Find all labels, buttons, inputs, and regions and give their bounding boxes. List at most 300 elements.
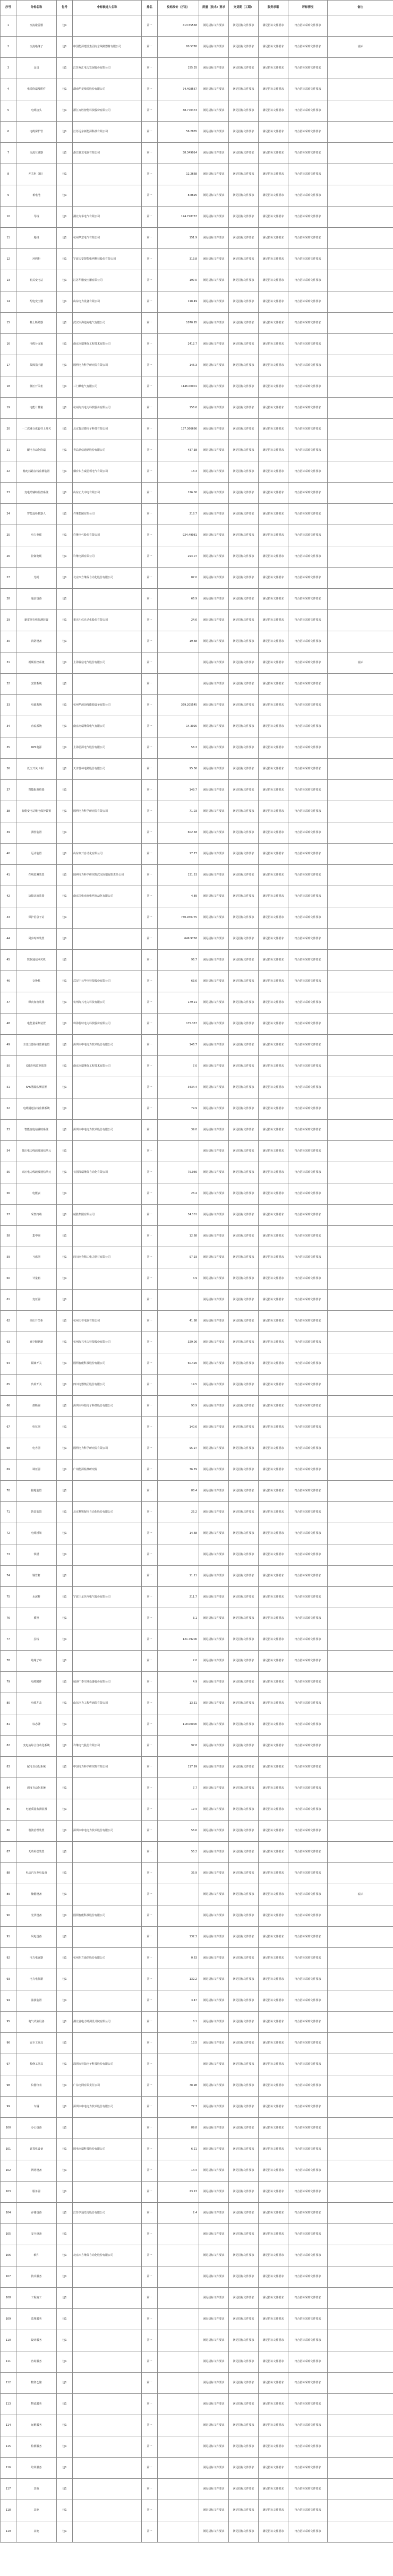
cell-evaluation: 符合招标采购文件要求 <box>288 1375 328 1396</box>
table-row <box>1 1821 393 1842</box>
cell-price: 13.3 <box>158 461 199 483</box>
table-row <box>1 2373 393 2394</box>
cell-bidder <box>73 164 142 185</box>
cell-service: 满足招标文件要求 <box>259 483 288 504</box>
cell-bidder <box>73 2436 142 2458</box>
cell-service: 满足招标文件要求 <box>259 759 288 780</box>
cell-lot-name: 电缆保护管 <box>16 122 57 143</box>
table-row <box>1 1608 393 1629</box>
cell-delivery: 满足招标文件要求 <box>229 1120 259 1141</box>
cell-evaluation: 符合招标采购文件要求 <box>288 1247 328 1268</box>
cell-bidder <box>73 929 142 950</box>
cell-service: 满足招标文件要求 <box>259 143 288 164</box>
cell-rank: 第一 <box>142 2097 158 2118</box>
cell-delivery: 满足招标文件要求 <box>229 1035 259 1056</box>
cell-rank: 第一 <box>142 122 158 143</box>
cell-remark <box>328 610 393 631</box>
table-row <box>1 716 393 737</box>
cell-quality: 满足招标文件要求 <box>199 950 229 971</box>
cell-remark <box>328 207 393 228</box>
cell-quality: 满足招标文件要求 <box>199 1268 229 1290</box>
cell-quality: 满足招标文件要求 <box>199 1375 229 1396</box>
cell-evaluation: 符合招标采购文件要求 <box>288 1141 328 1162</box>
cell-quality: 满足招标文件要求 <box>199 334 229 355</box>
cell-evaluation: 符合招标采购文件要求 <box>288 1290 328 1311</box>
cell-evaluation: 符合招标采购文件要求 <box>288 2139 328 2160</box>
cell-delivery: 满足招标文件要求 <box>229 1608 259 1629</box>
cell-bidder <box>73 631 142 652</box>
cell-remark <box>328 1608 393 1629</box>
cell-delivery: 满足招标文件要求 <box>229 525 259 546</box>
cell-delivery: 满足招标文件要求 <box>229 483 259 504</box>
cell-quality: 满足招标文件要求 <box>199 971 229 992</box>
cell-package: 包1 <box>57 2309 73 2330</box>
cell-rank: 第一 <box>142 1714 158 1736</box>
cell-rank: 第一 <box>142 865 158 886</box>
cell-quality: 满足招标文件要求 <box>199 1587 229 1608</box>
cell-service: 满足招标文件要求 <box>259 1417 288 1438</box>
cell-evaluation: 符合招标采购文件要求 <box>288 2330 328 2351</box>
cell-service: 满足招标文件要求 <box>259 1502 288 1523</box>
cell-service: 满足招标文件要求 <box>259 1311 288 1332</box>
cell-service: 满足招标文件要求 <box>259 589 288 610</box>
cell-no: 100 <box>1 2118 16 2139</box>
cell-lot-name: 柱上断路器 <box>16 313 57 334</box>
cell-evaluation: 符合招标采购文件要求 <box>288 1183 328 1205</box>
cell-remark <box>328 1863 393 1884</box>
cell-bidder <box>73 1651 142 1672</box>
cell-no: 40 <box>1 844 16 865</box>
cell-remark <box>328 780 393 801</box>
cell-package: 包1 <box>57 1141 73 1162</box>
cell-quality: 满足招标文件要求 <box>199 1120 229 1141</box>
table-row <box>1 1969 393 1990</box>
cell-package: 包1 <box>57 15 73 37</box>
cell-bidder <box>73 2500 142 2521</box>
cell-rank: 第一 <box>142 1162 158 1183</box>
cell-package: 包1 <box>57 1205 73 1226</box>
cell-lot-name: 故障指示器 <box>16 355 57 376</box>
cell-delivery: 满足招标文件要求 <box>229 1629 259 1651</box>
cell-service: 满足招标文件要求 <box>259 2097 288 2118</box>
cell-evaluation: 符合招标采购文件要求 <box>288 1990 328 2012</box>
cell-evaluation: 符合招标采购文件要求 <box>288 2521 328 2543</box>
table-row <box>1 1587 393 1608</box>
cell-service: 满足招标文件要求 <box>259 2266 288 2288</box>
cell-price <box>158 2224 199 2245</box>
cell-lot-name: 熔断器 <box>16 1396 57 1417</box>
cell-service: 满足招标文件要求 <box>259 1162 288 1183</box>
cell-lot-name: 其他 <box>16 2479 57 2500</box>
cell-package: 包1 <box>57 1375 73 1396</box>
cell-evaluation: 符合招标采购文件要求 <box>288 1927 328 1948</box>
cell-rank: 第一 <box>142 1502 158 1523</box>
table-row <box>1 1842 393 1863</box>
cell-evaluation: 符合招标采购文件要求 <box>288 2373 328 2394</box>
cell-evaluation: 符合招标采购文件要求 <box>288 1629 328 1651</box>
cell-quality: 满足招标文件要求 <box>199 419 229 440</box>
cell-remark <box>328 1396 393 1417</box>
cell-price: 1146.00001 <box>158 376 199 398</box>
cell-rank: 第一 <box>142 2394 158 2415</box>
cell-quality: 满足招标文件要求 <box>199 2054 229 2075</box>
cell-remark <box>328 2245 393 2266</box>
table-row <box>1 313 393 334</box>
cell-price <box>158 1544 199 1566</box>
cell-bidder <box>73 1183 142 1205</box>
cell-evaluation: 符合招标采购文件要求 <box>288 2479 328 2500</box>
cell-bidder: 浙江万胜智能科技股份有限公司 <box>73 100 142 122</box>
cell-price: 156.6 <box>158 398 199 419</box>
cell-rank: 第一 <box>142 737 158 759</box>
cell-rank: 第一 <box>142 1863 158 1884</box>
cell-package: 包1 <box>57 1332 73 1353</box>
cell-delivery: 满足招标文件要求 <box>229 1162 259 1183</box>
cell-price: 80.5776 <box>158 37 199 58</box>
cell-bidder <box>73 1523 142 1544</box>
table-row <box>1 398 393 419</box>
cell-delivery: 满足招标文件要求 <box>229 2012 259 2033</box>
cell-quality: 满足招标文件要求 <box>199 1396 229 1417</box>
cell-evaluation: 符合招标采购文件要求 <box>288 2012 328 2033</box>
table-row <box>1 1353 393 1375</box>
cell-delivery: 满足招标文件要求 <box>229 164 259 185</box>
cell-package: 包1 <box>57 610 73 631</box>
cell-service: 满足招标文件要求 <box>259 1969 288 1990</box>
cell-service: 满足招标文件要求 <box>259 2160 288 2182</box>
cell-bidder: 重庆川仪自动化股份有限公司 <box>73 610 142 631</box>
cell-service: 满足招标文件要求 <box>259 291 288 313</box>
cell-bidder: 四川电器集团股份有限公司 <box>73 1375 142 1396</box>
cell-bidder: 杭州华源前线能源设备有限公司 <box>73 695 142 716</box>
cell-service: 满足招标文件要求 <box>259 1842 288 1863</box>
cell-price: 155.35 <box>158 58 199 79</box>
cell-service: 满足招标文件要求 <box>259 313 288 334</box>
cell-package: 包1 <box>57 164 73 185</box>
cell-delivery: 满足招标文件要求 <box>229 2521 259 2543</box>
cell-rank: 第一 <box>142 1459 158 1481</box>
cell-package: 包1 <box>57 1948 73 1969</box>
cell-evaluation: 符合招标采购文件要求 <box>288 759 328 780</box>
cell-delivery: 满足招标文件要求 <box>229 1778 259 1799</box>
table-row <box>1 1438 393 1459</box>
cell-package: 包1 <box>57 185 73 207</box>
cell-price: 4.9 <box>158 1268 199 1290</box>
cell-rank: 第一 <box>142 950 158 971</box>
cell-delivery: 满足招标文件要求 <box>229 2224 259 2245</box>
cell-lot-name: 视频监控系统 <box>16 652 57 674</box>
cell-rank: 第一 <box>142 822 158 844</box>
cell-rank: 第一 <box>142 2203 158 2224</box>
cell-remark <box>328 270 393 291</box>
cell-lot-name: 网络设备 <box>16 2160 57 2182</box>
cell-remark <box>328 1077 393 1098</box>
cell-bidder <box>73 2266 142 2288</box>
cell-remark <box>328 2182 393 2203</box>
cell-delivery: 满足招标文件要求 <box>229 1056 259 1077</box>
table-row <box>1 2012 393 2033</box>
cell-quality: 满足招标文件要求 <box>199 546 229 568</box>
table-row <box>1 695 393 716</box>
cell-quality: 满足招标文件要求 <box>199 589 229 610</box>
table-row <box>1 2054 393 2075</box>
cell-lot-name: 技术服务 <box>16 2266 57 2288</box>
cell-package: 包1 <box>57 1608 73 1629</box>
cell-service: 满足招标文件要求 <box>259 1693 288 1714</box>
cell-remark <box>328 1035 393 1056</box>
cell-package: 包1 <box>57 1821 73 1842</box>
cell-bidder <box>73 1077 142 1098</box>
cell-delivery: 满足招标文件要求 <box>229 2266 259 2288</box>
cell-no: 93 <box>1 1969 16 1990</box>
cell-no: 96 <box>1 2033 16 2054</box>
cell-lot-name: 电容器 <box>16 1438 57 1459</box>
cell-package: 包1 <box>57 1035 73 1056</box>
table-row <box>1 143 393 164</box>
cell-service: 满足招标文件要求 <box>259 1183 288 1205</box>
cell-price: 11.11 <box>158 1566 199 1587</box>
cell-service: 满足招标文件要求 <box>259 2075 288 2097</box>
cell-remark <box>328 185 393 207</box>
cell-package: 包1 <box>57 2479 73 2500</box>
cell-remark <box>328 1651 393 1672</box>
cell-rank: 第一 <box>142 1268 158 1290</box>
cell-delivery: 满足招标文件要求 <box>229 1969 259 1990</box>
cell-bidder: 中国电力科学研究院有限公司 <box>73 1757 142 1778</box>
cell-quality: 满足招标文件要求 <box>199 844 229 865</box>
cell-lot-name: 监理服务 <box>16 2309 57 2330</box>
cell-service: 满足招标文件要求 <box>259 1736 288 1757</box>
cell-delivery: 满足招标文件要求 <box>229 1014 259 1035</box>
cell-quality: 满足招标文件要求 <box>199 1056 229 1077</box>
cell-rank: 第一 <box>142 1438 158 1459</box>
cell-bidder <box>73 1884 142 1905</box>
cell-no: 111 <box>1 2351 16 2373</box>
table-row <box>1 1417 393 1438</box>
cell-delivery: 满足招标文件要求 <box>229 1693 259 1714</box>
cell-no: 50 <box>1 1056 16 1077</box>
cell-service: 满足招标文件要求 <box>259 1523 288 1544</box>
cell-lot-name: 服务器 <box>16 2182 57 2203</box>
cell-bidder: 上海置信电气股份有限公司 <box>73 652 142 674</box>
cell-service: 满足招标文件要求 <box>259 1077 288 1098</box>
cell-no: 65 <box>1 1375 16 1396</box>
cell-no: 74 <box>1 1566 16 1587</box>
cell-bidder <box>73 1969 142 1990</box>
cell-remark <box>328 1842 393 1863</box>
cell-rank: 第一 <box>142 589 158 610</box>
cell-remark <box>328 398 393 419</box>
cell-evaluation: 符合招标采购文件要求 <box>288 907 328 929</box>
cell-evaluation: 符合招标采购文件要求 <box>288 2118 328 2139</box>
cell-bidder <box>73 2182 142 2203</box>
cell-price: 41.88 <box>158 1311 199 1332</box>
cell-price: 39.0 <box>158 1120 199 1141</box>
cell-price: 58.3 <box>158 737 199 759</box>
cell-evaluation: 符合招标采购文件要求 <box>288 950 328 971</box>
cell-service: 满足招标文件要求 <box>259 270 288 291</box>
table-row <box>1 2182 393 2203</box>
cell-price: 7.0 <box>158 1056 199 1077</box>
cell-package: 包1 <box>57 2075 73 2097</box>
cell-price: 56.2865 <box>158 122 199 143</box>
table-row <box>1 1077 393 1098</box>
cell-delivery: 满足招标文件要求 <box>229 1077 259 1098</box>
table-row <box>1 950 393 971</box>
cell-remark <box>328 844 393 865</box>
cell-price <box>158 2309 199 2330</box>
cell-evaluation: 符合招标采购文件要求 <box>288 1778 328 1799</box>
cell-bidder <box>73 1778 142 1799</box>
cell-package: 包1 <box>57 1481 73 1502</box>
cell-rank: 第一 <box>142 355 158 376</box>
cell-price: 78.98 <box>158 2075 199 2097</box>
cell-rank: 第一 <box>142 1884 158 1905</box>
cell-bidder: 深圳市中电电力技术股份有限公司 <box>73 1120 142 1141</box>
cell-evaluation: 符合招标采购文件要求 <box>288 1396 328 1417</box>
cell-delivery: 满足招标文件要求 <box>229 398 259 419</box>
cell-remark <box>328 1523 393 1544</box>
cell-delivery: 满足招标文件要求 <box>229 2054 259 2075</box>
cell-evaluation: 符合招标采购文件要求 <box>288 929 328 950</box>
cell-lot-name: 物流服务 <box>16 2394 57 2415</box>
cell-lot-name: 物资仓储 <box>16 2373 57 2394</box>
cell-evaluation: 符合招标采购文件要求 <box>288 1757 328 1778</box>
cell-service: 满足招标文件要求 <box>259 376 288 398</box>
table-row <box>1 2118 393 2139</box>
table-row <box>1 355 393 376</box>
cell-lot-name: 电动汽车充电设备 <box>16 1863 57 1884</box>
cell-delivery: 满足招标文件要求 <box>229 1353 259 1375</box>
cell-remark <box>328 58 393 79</box>
cell-delivery: 满足招标文件要求 <box>229 950 259 971</box>
cell-lot-name: 金具 <box>16 58 57 79</box>
cell-evaluation: 符合招标采购文件要求 <box>288 2097 328 2118</box>
cell-remark <box>328 291 393 313</box>
cell-bidder <box>73 2118 142 2139</box>
cell-evaluation: 符合招标采购文件要求 <box>288 376 328 398</box>
cell-evaluation: 符合招标采购文件要求 <box>288 1969 328 1990</box>
cell-evaluation: 符合招标采购文件要求 <box>288 610 328 631</box>
cell-bidder <box>73 2309 142 2330</box>
cell-service: 满足招标文件要求 <box>259 822 288 844</box>
cell-quality: 满足招标文件要求 <box>199 1927 229 1948</box>
cell-evaluation: 符合招标采购文件要求 <box>288 844 328 865</box>
cell-price: 74.408567 <box>158 79 199 100</box>
cell-no: 103 <box>1 2182 16 2203</box>
table-row <box>1 1014 393 1035</box>
cell-price: 76.79 <box>158 1459 199 1481</box>
cell-bidder: 南京南瑞继保工程技术有限公司 <box>73 334 142 355</box>
cell-price: 218.7 <box>158 504 199 525</box>
cell-lot-name: 咨询服务 <box>16 2351 57 2373</box>
table-row <box>1 207 393 228</box>
cell-price <box>158 2266 199 2288</box>
cell-lot-name: 低压开关柜 <box>16 376 57 398</box>
table-row <box>1 1778 393 1799</box>
cell-remark <box>328 1905 393 1927</box>
table-row <box>1 79 393 100</box>
cell-delivery: 满足招标文件要求 <box>229 1821 259 1842</box>
cell-delivery: 满足招标文件要求 <box>229 207 259 228</box>
cell-service: 满足招标文件要求 <box>259 228 288 249</box>
table-row <box>1 1651 393 1672</box>
cell-price: 90.9 <box>158 1396 199 1417</box>
cell-no: 41 <box>1 865 16 886</box>
cell-delivery: 满足招标文件要求 <box>229 1375 259 1396</box>
cell-rank: 第一 <box>142 2479 158 2500</box>
cell-service: 满足招标文件要求 <box>259 865 288 886</box>
cell-bidder <box>73 2415 142 2436</box>
cell-evaluation: 符合招标采购文件要求 <box>288 589 328 610</box>
cell-evaluation: 符合招标采购文件要求 <box>288 568 328 589</box>
cell-price: 146.7 <box>158 1035 199 1056</box>
cell-bidder <box>73 950 142 971</box>
cell-package: 包1 <box>57 1672 73 1693</box>
cell-lot-name: 电源系统 <box>16 695 57 716</box>
cell-lot-name: 铁塔 <box>16 1544 57 1566</box>
table-row <box>1 1247 393 1268</box>
cell-service: 满足招标文件要求 <box>259 1905 288 1927</box>
cell-rank: 第一 <box>142 291 158 313</box>
cell-no: 37 <box>1 780 16 801</box>
cell-rank: 第一 <box>142 313 158 334</box>
cell-delivery: 满足招标文件要求 <box>229 1311 259 1332</box>
cell-bidder: 南京南瑞继保工程技术有限公司 <box>73 1056 142 1077</box>
table-row <box>1 2394 393 2415</box>
cell-no: 22 <box>1 461 16 483</box>
cell-quality: 满足招标文件要求 <box>199 992 229 1014</box>
cell-bidder: 上海思源电气股份有限公司 <box>73 737 142 759</box>
cell-quality: 满足招标文件要求 <box>199 185 229 207</box>
cell-delivery: 满足招标文件要求 <box>229 780 259 801</box>
cell-service: 满足招标文件要求 <box>259 2521 288 2543</box>
cell-bidder <box>73 674 142 695</box>
cell-delivery: 满足招标文件要求 <box>229 376 259 398</box>
cell-delivery: 满足招标文件要求 <box>229 695 259 716</box>
cell-package: 包1 <box>57 992 73 1014</box>
cell-no: 16 <box>1 334 16 355</box>
cell-price: 60.426 <box>158 1353 199 1375</box>
cell-delivery: 满足招标文件要求 <box>229 1587 259 1608</box>
cell-remark <box>328 1098 393 1120</box>
cell-price: 146.3 <box>158 355 199 376</box>
cell-service: 满足招标文件要求 <box>259 546 288 568</box>
table-row <box>1 1098 393 1120</box>
cell-remark <box>328 907 393 929</box>
cell-rank: 第一 <box>142 844 158 865</box>
cell-no: 49 <box>1 1035 16 1056</box>
cell-no: 117 <box>1 2479 16 2500</box>
cell-quality: 满足招标文件要求 <box>199 2415 229 2436</box>
cell-service: 满足招标文件要求 <box>259 1035 288 1056</box>
cell-remark <box>328 1332 393 1353</box>
table-row <box>1 228 393 249</box>
cell-remark <box>328 568 393 589</box>
cell-rank: 第一 <box>142 1481 158 1502</box>
cell-package: 包1 <box>57 801 73 822</box>
cell-evaluation: 符合招标采购文件要求 <box>288 228 328 249</box>
cell-price: 19.68 <box>158 631 199 652</box>
table-row <box>1 1629 393 1651</box>
cell-no: 70 <box>1 1481 16 1502</box>
table-row <box>1 1205 393 1226</box>
cell-quality: 满足招标文件要求 <box>199 2458 229 2479</box>
cell-delivery: 满足招标文件要求 <box>229 2479 259 2500</box>
cell-lot-name: 无功补偿装置 <box>16 1842 57 1863</box>
cell-evaluation: 符合招标采购文件要求 <box>288 1693 328 1714</box>
table-row <box>1 504 393 525</box>
